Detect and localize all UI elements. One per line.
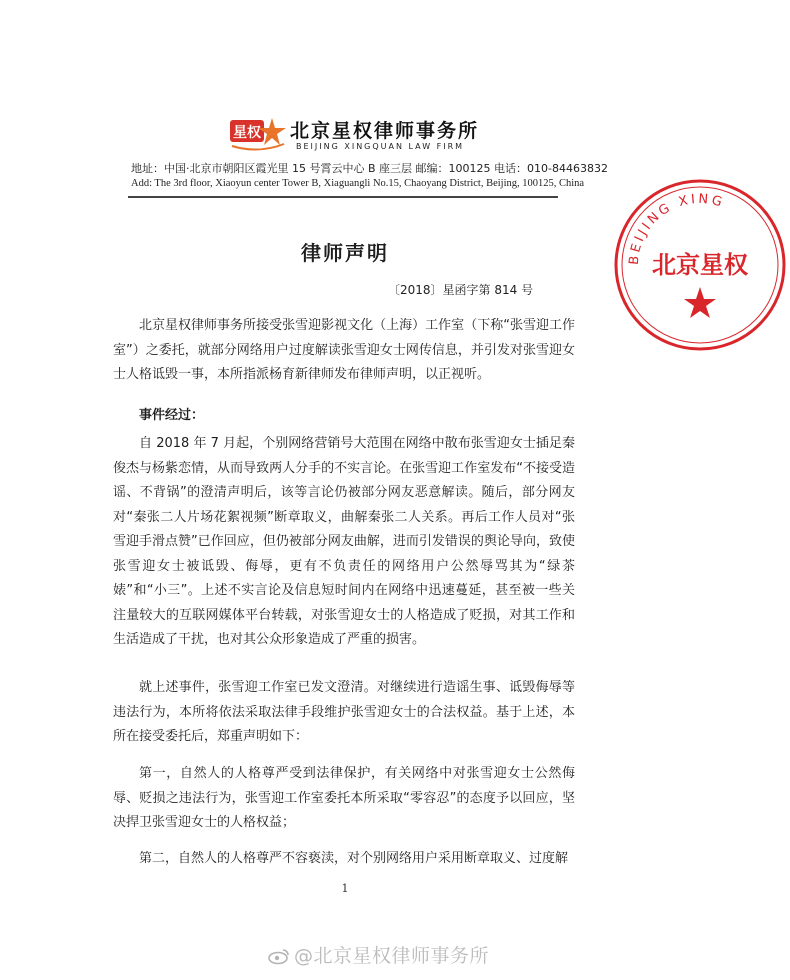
seal-ring-text: BEIJING XING	[626, 191, 727, 266]
address-en: Add: The 3rd floor, Xiaoyun center Tower B, Xiaguangli No.15, Chaoyang District, Beijing, 100125, China	[131, 178, 585, 189]
watermark-text: @北京星权律师事务所	[294, 945, 490, 967]
letterhead-divider	[128, 196, 558, 198]
paragraph-declaration-1: 第一，自然人的人格尊严受到法律保护，有关网络中对张雪迎女士公然侮辱、贬损之违法行为，张雪迎工作室委托本所采取“零容忍”的态度予以回应，坚决捍卫张雪迎女士的人格权益；	[113, 766, 575, 830]
seal-text: 北京星权	[652, 250, 748, 279]
watermark	[268, 941, 489, 968]
paragraph-intro: 北京星权律师事务所接受张雪迎影视文化（上海）工作室（下称“张雪迎工作室”）之委托，就部分网络用户过度解读张雪迎女士网传信息，并引发对张雪迎女士人格诋毁一事，本所指派杨育新律师发布律师声明，以正视听。	[113, 318, 575, 382]
letterhead	[0, 108, 690, 158]
section-heading-events: 事件经过：	[139, 408, 205, 423]
logo-text: 星权	[233, 125, 261, 141]
reference-number: 〔2018〕星函字第 814 号	[388, 283, 534, 297]
page-number: 1	[341, 882, 349, 895]
weibo-icon	[268, 948, 290, 964]
firm-name-cn: 北京星权律师事务所	[290, 120, 480, 142]
document-title: 律师声明	[301, 241, 389, 265]
paragraph-declaration-2: 第二，自然人的人格尊严不容亵渎，对个别网络用户采用断章取义、过度解	[139, 851, 569, 866]
firm-name-en: BEIJING XINGQUAN LAW FIRM	[296, 142, 465, 151]
paragraph-response: 就上述事件，张雪迎工作室已发文澄清。对继续进行造谣生事、诋毁侮辱等违法行为，本所将依法采取法律手段维护张雪迎女士的合法权益。基于上述，本所在接受委托后，郑重声明如下：	[113, 680, 575, 744]
firm-logo	[228, 114, 288, 154]
paragraph-events: 自 2018 年 7 月起，个别网络营销号大范围在网络中散布张雪迎女士插足秦俊杰与杨紫恋情，从而导致两人分手的不实言论。在张雪迎工作室发布“不接受造谣、不背锅”的澄清声明后，该等言论仍被部分网友恶意解读。随后，部分网友对“秦张二人片场花絮视频”断章取义，曲解秦张二人关系。再后工作人员对“张雪迎手滑点赞”已作回应，但仍被部分网友曲解，进而引发错误的舆论导向，致使张雪迎女士被诋毁、侮辱，更有不负责任的网络用户公然辱骂其为“绿茶婊”和“小三”。上述不实言论及信息短时间内在网络中迅速蔓延，甚至被一些关注量较大的互联网媒体平台转载，对张雪迎女士的人格造成了贬损，对其工作和生活造成了干扰，也对其公众形象造成了严重的损害。	[113, 436, 575, 647]
address-cn: 地址：中国·北京市朝阳区霞光里 15 号霄云中心 B 座三层 邮编：100125 电话：010-84463832	[131, 162, 608, 175]
